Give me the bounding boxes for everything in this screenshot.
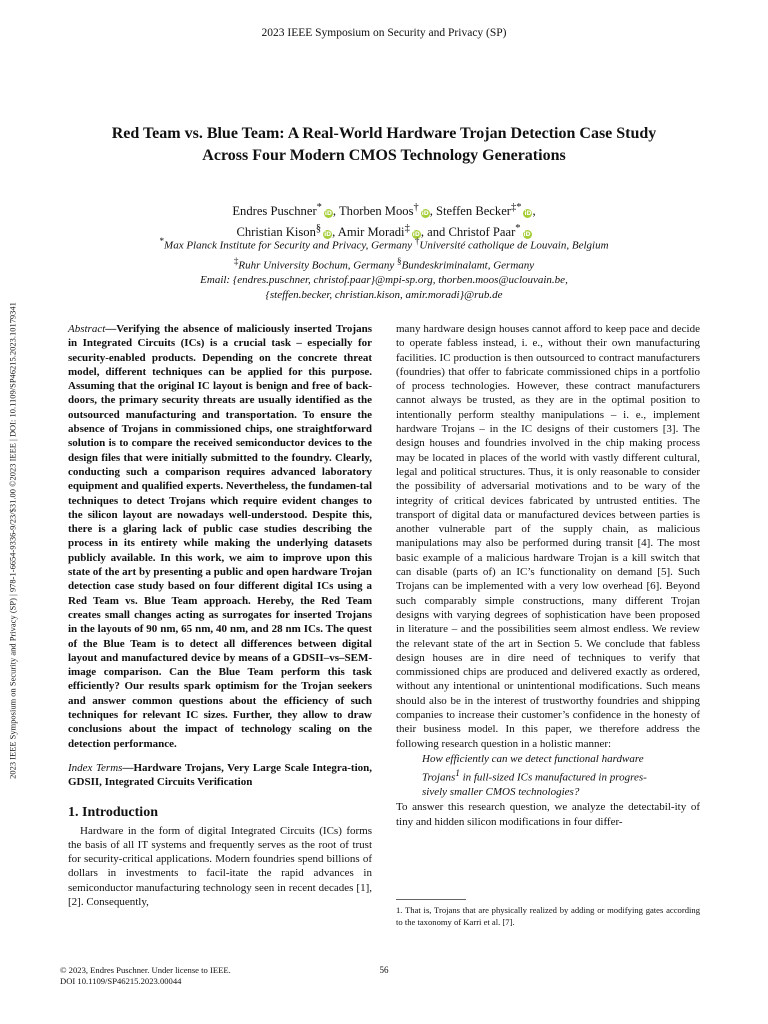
author-line-2: Christian Kison§iD, Amir Moradi‡iD, and Christof Paar*iD xyxy=(236,223,531,240)
doi-text: DOI 10.1109/SP46215.2023.00044 xyxy=(60,976,182,986)
email-line-1: Email: {endres.puschner, christof.paar}@mpi-sp.org, thorben.moos@uclouvain.be, xyxy=(200,274,568,287)
copyright-text: © 2023, Endres Puschner. Under license to IEEE. xyxy=(60,965,231,975)
left-column xyxy=(68,322,372,909)
title-line-2: Across Four Modern CMOS Technology Generations xyxy=(202,147,566,164)
author-mark: * xyxy=(316,202,322,213)
footnote: 1. That is, Trojans that are physically realized by adding or modifying gates according to the taxonomy of Karri et al. [7]. xyxy=(396,905,700,927)
abstract-label: Abstract xyxy=(68,323,106,335)
abstract xyxy=(68,322,372,751)
author-mark: § xyxy=(315,223,322,235)
author-name: Thorben Moos xyxy=(338,204,414,219)
abstract-text: —Verifying the absence of maliciously inserted Trojans in Integrated Circuits (ICs) is a crucial task – especially for security-enabled products. Depending on the concrete threat model, different techniques can be applied for this purpose. Assuming that the original IC layout is benign and free of back-doors, the primary security threats are usually identified as the outsourced manufacturing and transportation. To ensure the absence of Trojans in commissioned chips, one straightforward solution is to compare the received semiconductor devices to the design files that were initially submitted to the foundry. Clearly, conducting such a comparison requires advanced laboratory equipment and qualified experts. Nevertheless, the fundamen-tal techniques to detect Trojans which require evident changes to the silicon layout are nowadays well-understood. Despite this, there is a glaring lack of public case studies describing the process in its entirety while making the underlying datasets publicly available. In this work, we aim to improve upon this state of the art by presenting a public and open hardware Trojan detection case study based on four different digital ICs using a Red Team vs. Blue Team approach. Hereby, the Red Team creates small changes acting as surrogates for inserted Trojans in the layouts of 90 nm, 65 nm, 40 nm, and 28 nm ICs. The quest of the Blue Team is to detect all differences between digital layout and manufactured device by means of a GDSII–vs–SEM-image comparison. Can the Blue Team perform this task efficiently? Our results spark optimism for the Trojan seekers and answer common questions about the efficiency of such techniques for relevant IC sizes. Further, they allow to draw conclusions about the impact of technology scaling on the detection performance. xyxy=(68,323,372,750)
author-mark: * xyxy=(515,223,521,235)
author-mark: ‡* xyxy=(510,202,522,213)
rq-line-2 xyxy=(422,766,678,785)
author-mark: † xyxy=(413,202,419,213)
author-name: Amir Moradi xyxy=(337,225,405,240)
research-question xyxy=(422,752,678,800)
affil-mark: * xyxy=(159,236,165,246)
orcid-icon[interactable]: iD xyxy=(324,231,332,239)
author-name: Endres Puschner xyxy=(232,204,317,219)
affil-mark: † xyxy=(414,236,420,246)
answer-paragraph: To answer this research question, we analyze the detectabil-ity of tiny and hidden silicon modifications in four differ- xyxy=(396,801,700,828)
affil-1: Max Planck Institute for Security and Privacy, Germany xyxy=(164,239,413,252)
orcid-icon[interactable]: iD xyxy=(421,210,429,218)
sidebar-doi-text: 2023 IEEE Symposium on Security and Privacy (SP) | 978-1-6654-9336-9/23/$31.00 ©2023 IEEE | DOI: 10.1109/SP46215.2023.10179341 xyxy=(8,302,18,779)
orcid-icon[interactable]: iD xyxy=(412,231,420,239)
affiliations xyxy=(60,234,708,303)
index-terms-label: Index Terms xyxy=(68,761,123,774)
orcid-icon[interactable]: iD xyxy=(324,210,332,218)
affil-2: Université catholique de Louvain, Belgium xyxy=(419,239,609,252)
author-mark: ‡ xyxy=(404,223,410,235)
author-name: Christof Paar xyxy=(448,225,516,240)
section-heading-introduction: 1. Introduction xyxy=(68,804,158,820)
affil-mark: § xyxy=(396,255,402,266)
orcid-icon[interactable]: iD xyxy=(523,231,531,239)
intro-paragraph-continued: many hardware design houses cannot afford to keep pace and decide to operate fabless instead, i. e., without their own manufacturing facilities. IC production is then outsourced to contract manufacturers (foundries) that offer to fabricate commissioned chips in a portfolio of process technologies. However, these contract manufacturers cannot always be trusted, as they are in the optimal position to intentionally perform stealthy manipulations – i. e., implement hardware Trojans – in the IC designs of their customers [3]. The design houses and foundries involved in the chip making process may be located in places of the world with vastly different cultural, legal and political structures. Thus, it is only reasonable to consider the possibility of adversarial motivations and to be wary of the integrity of critical devices fabricated by untrusted entities. The transport of digital data or manufactured devices between parties is another vulnerable part of the supply chain, as malicious manipulations may also be performed during transit [4]. The most basic example of a malicious hardware Trojan is a kill switch that can disable (parts of) an IC’s functionality on demand [5]. Such Trojans can be implemented with a very low overhead [6]. Beyond such comparably simple constructions, many different Trojan designs with varying degrees of sophistication have been proposed in literature – and the possibilities seem almost endless. We review the relevant state of the art in Section 5. We conclude that fabless design houses are in dire need of techniques to verify that commissioned chips are produced and delivered exactly as ordered, without any intentional or unintentional modifications. Such means should also be in the interest of trustworthy foundries and shipping companies to increase their customer’s confidence in the honesty of their business model. In this paper, we therefore address the following research question in a holistic manner: xyxy=(396,323,700,750)
orcid-icon[interactable]: iD xyxy=(524,210,532,218)
title-line-1: Red Team vs. Blue Team: A Real-World Hardware Trojan Detection Case Study xyxy=(111,125,657,142)
email-line-2: {steffen.becker, christian.kison, amir.moradi}@rub.de xyxy=(265,289,503,302)
footnote-rule xyxy=(396,899,466,900)
affil-line-1 xyxy=(60,234,708,254)
intro-paragraph: Hardware in the form of digital Integrated Circuits (ICs) forms the basis of all IT systems and frequently serves as the root of trust for security-critical applications. Modern foundries spend billions of dollars in investments to facil-itate the rapid advances in semiconductor manufacturing technology seen in recent decades [1], [2]. Consequently, xyxy=(68,824,372,908)
index-terms-text: —Hardware Trojans, Very Large Scale Integra-tion, GDSII, Integrated Circuits Verification xyxy=(68,761,372,789)
index-terms xyxy=(68,761,372,790)
affil-line-2 xyxy=(60,254,708,274)
author-name: Christian Kison xyxy=(236,225,316,240)
right-column xyxy=(396,322,700,829)
author-name: Steffen Becker xyxy=(436,204,511,219)
affil-3: Ruhr University Bochum, Germany xyxy=(238,259,395,272)
conference-header: 2023 IEEE Symposium on Security and Privacy (SP) xyxy=(261,27,507,39)
affil-mark: ‡ xyxy=(233,255,239,266)
rq-trojans: Trojans xyxy=(422,771,456,784)
footnote-ref[interactable]: 1 xyxy=(455,768,460,779)
rq-line-3: sively smaller CMOS technologies? xyxy=(422,786,580,799)
page-number: 56 xyxy=(379,965,389,975)
rq-line-2-rest: in full-sized ICs manufactured in progres- xyxy=(459,771,647,784)
affil-4: Bundeskriminalamt, Germany xyxy=(401,259,535,272)
author-line-1: Endres Puschner*iD, Thorben Moos†iD, Steffen Becker‡*iD, xyxy=(232,202,536,219)
rq-line-1: How efficiently can we detect functional hardware xyxy=(422,752,644,765)
paper-title xyxy=(60,123,708,167)
